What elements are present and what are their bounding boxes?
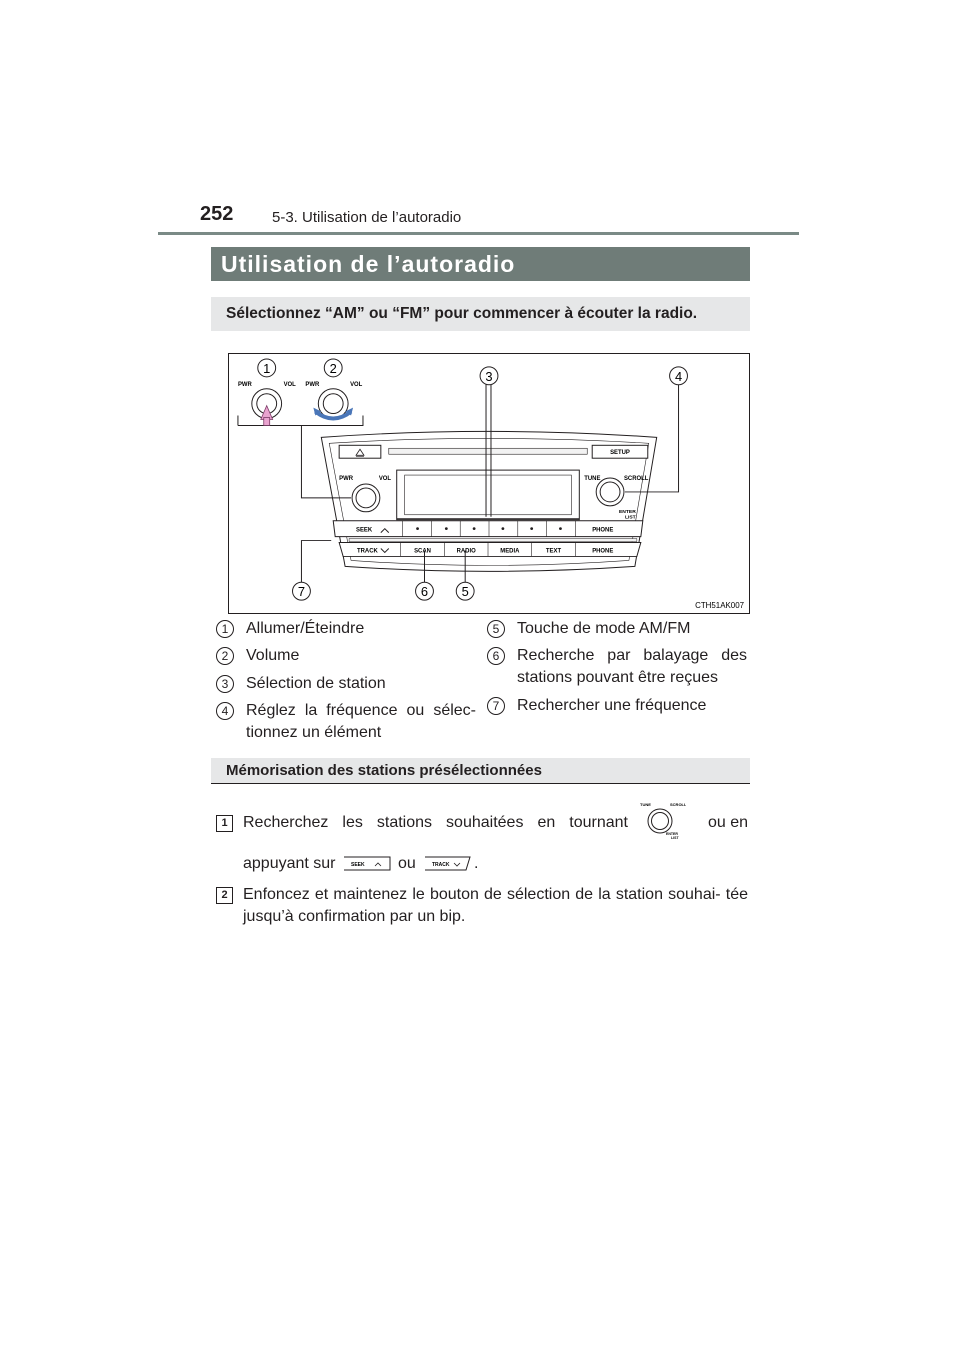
icon-scroll-label: SCROLL [670,802,686,807]
phone-button-label-2: PHONE [592,548,614,555]
legend-item-4 [216,700,478,746]
legend-text: Sélection de station [246,675,386,692]
callout-5: 5 [461,584,469,600]
legend-number: 7 [487,697,505,715]
tune-scroll-knob-icon [638,800,686,840]
legend-number: 5 [487,620,505,638]
page-number: 252 [200,203,234,225]
legend-text: Touche de mode AM/FM [517,620,691,637]
icon-list-label: LIST [671,836,679,840]
phone-button-label-1: PHONE [592,527,614,534]
scan-button-label: SCAN [414,548,431,555]
intro-banner: Sélectionnez “AM” ou “FM” pour commencer à écouter la radio. [211,297,750,331]
callout-6: 6 [420,584,429,600]
seek-button-icon [343,855,391,871]
subsection-rule [211,783,750,784]
text-button-label: TEXT [545,548,562,555]
legend-number: 3 [216,675,234,693]
legend-number: 2 [216,647,234,665]
inset-volume-knob [305,382,362,419]
panel-list-label: LIST [624,515,636,521]
panel-vol-label: VOL [378,476,392,483]
legend-item-1 [216,618,478,640]
step-1-text-a: Recherchez les stations souhaitées en tournant [243,814,628,831]
legend-item-6 [487,645,749,691]
track-button-icon [424,855,472,871]
header-rule [158,232,799,235]
step-1-text-d: ou [398,855,416,872]
seek-button-label: SEEK [356,527,373,534]
step-number-1: 1 [216,815,233,832]
legend-text: Recherche par balayage des stations pouvant être reçues [517,647,747,686]
legend-item-3 [216,673,478,695]
inset-power-knob [238,382,296,426]
page-title: Utilisation de l’autoradio [211,247,750,281]
legend-number: 1 [216,620,234,638]
callout-1: 1 [263,360,271,376]
legend-text: Rechercher une fréquence [517,697,707,714]
step-1-text-b: ou en [707,814,748,831]
radio-panel-figure [228,353,750,614]
callout-4: 4 [674,368,683,384]
track-button-label: TRACK [357,548,378,555]
step-1-text-c: appuyant sur [243,855,336,872]
legend-text: Volume [246,647,300,664]
legend-item-7 [487,695,749,717]
step-2-text: Enfoncez et maintenez le bouton de sélection de la station souhai- tée jusqu’à confirmation par un bip. [243,886,748,925]
legend-text: Allumer/Éteindre [246,620,365,637]
legend-item-2 [216,645,478,667]
callout-2: 2 [329,360,337,376]
legend-item-5 [487,618,749,640]
inset-pwr-label-1: PWR [237,381,252,388]
subsection-title: Mémorisation des stations présélectionnées [211,758,750,783]
section-reference: 5-3. Utilisation de l’autoradio [272,209,462,226]
inset-vol-label-1: VOL [283,381,296,388]
step-number-2: 2 [216,887,233,904]
panel-pwr-label: PWR [339,476,354,483]
radio-button-label: RADIO [456,548,476,555]
callout-3: 3 [485,368,493,384]
media-button-label: MEDIA [500,548,520,555]
figure-code: CTH51AK007 [695,601,745,611]
callout-7: 7 [297,584,306,600]
icon-enter-label: ENTER [666,832,678,836]
panel-enter-label: ENTER [618,509,636,515]
step-1-text-e: . [474,855,479,872]
legend-number: 6 [487,647,505,665]
legend-text: Réglez la fréquence ou sélec- tionnez un élément [246,702,476,741]
legend-number: 4 [216,702,234,720]
icon-tune-label: TUNE [640,802,651,807]
icon-track-label: TRACK [432,862,450,868]
panel-scroll-label: SCROLL [623,476,649,483]
setup-button-label: SETUP [610,450,630,457]
inset-pwr-label-2: PWR [305,381,320,388]
icon-seek-label: SEEK [351,862,365,868]
inset-vol-label-2: VOL [350,381,363,388]
panel-tune-label: TUNE [584,476,601,483]
